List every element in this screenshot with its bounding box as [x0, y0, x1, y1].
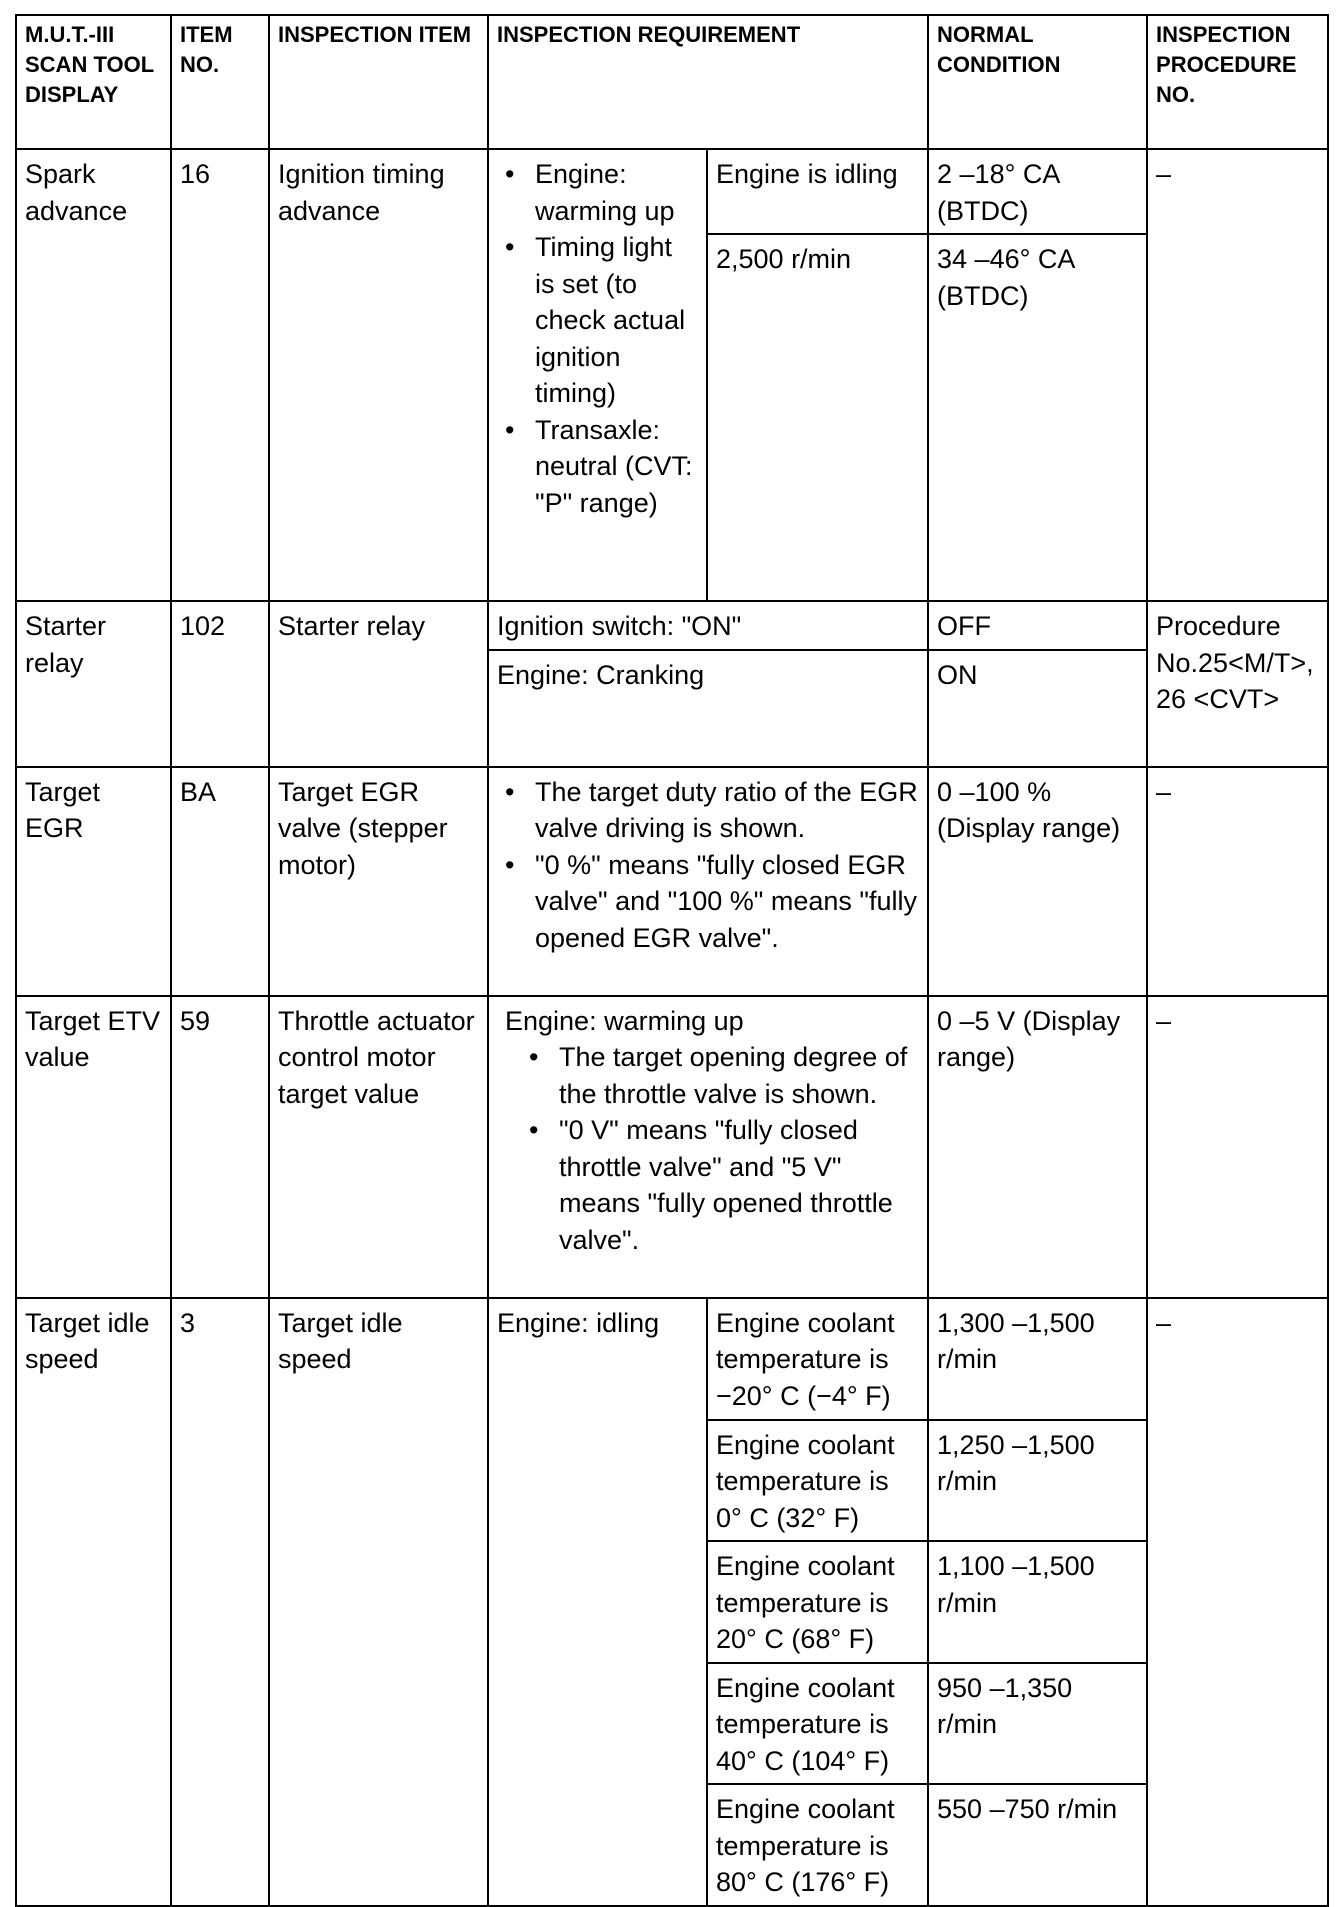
cell-inspection-item: Ignition timing advance — [269, 149, 488, 601]
table-row-starter-relay — [16, 601, 1328, 650]
list-item: • Transaxle: neutral (CVT: "P" range) — [535, 412, 698, 522]
cell-condition: Engine: idling — [488, 1298, 707, 1906]
table-row-target-idle-speed — [16, 1298, 1328, 1420]
cell-normal-condition: 0 –5 V (Display range) — [928, 996, 1147, 1298]
cell-requirement — [488, 767, 928, 996]
cell-requirement: Engine: Cranking — [488, 650, 928, 767]
list-item: • "0 %" means "fully closed EGR valve" and "100 %" means "fully opened EGR valve". — [535, 847, 919, 957]
cell-normal-condition: 2 –18° CA (BTDC) — [928, 149, 1147, 234]
cell-sub-requirement: Engine coolant temperature is 80° C (176° F) — [707, 1784, 928, 1906]
list-item: • Timing light is set (to check actual ignition timing) — [535, 229, 698, 412]
cell-inspection-item: Target idle speed — [269, 1298, 488, 1906]
cell-normal-condition: 1,250 –1,500 r/min — [928, 1420, 1147, 1542]
cell-display: Starter relay — [16, 601, 171, 767]
cell-requirement: Ignition switch: "ON" — [488, 601, 928, 650]
cell-procedure: Procedure No.25<M/T>, 26 <CVT> — [1147, 601, 1328, 767]
header-inspection-requirement: INSPECTION REQUIREMENT — [488, 15, 928, 149]
cell-inspection-item: Throttle actuator control motor target value — [269, 996, 488, 1298]
cell-display: Target EGR — [16, 767, 171, 996]
cell-normal-condition: 550 –750 r/min — [928, 1784, 1147, 1906]
cell-procedure: – — [1147, 767, 1328, 996]
header-item-no: ITEM NO. — [171, 15, 269, 149]
header-row — [16, 15, 1328, 149]
cell-normal-condition: OFF — [928, 601, 1147, 650]
condition-list — [497, 156, 698, 521]
cell-item-no: 16 — [171, 149, 269, 601]
data-list-page — [15, 14, 1327, 1897]
cell-display: Target idle speed — [16, 1298, 171, 1906]
cell-procedure: – — [1147, 1298, 1328, 1906]
cell-sub-requirement: Engine is idling — [707, 149, 928, 234]
list-item: • The target opening degree of the throttle valve is shown. — [559, 1039, 919, 1112]
cell-normal-condition: 0 –100 % (Display range) — [928, 767, 1147, 996]
cell-inspection-item: Starter relay — [269, 601, 488, 767]
table-row-spark-advance — [16, 149, 1328, 234]
cell-normal-condition: 1,300 –1,500 r/min — [928, 1298, 1147, 1420]
header-normal-condition: NORMAL CONDITION — [928, 15, 1147, 149]
cell-item-no: 59 — [171, 996, 269, 1298]
cell-sub-requirement: Engine coolant temperature is 40° C (104° F) — [707, 1663, 928, 1785]
cell-normal-condition: 1,100 –1,500 r/min — [928, 1541, 1147, 1663]
requirement-list — [497, 1039, 919, 1258]
cell-item-no: BA — [171, 767, 269, 996]
cell-item-no: 3 — [171, 1298, 269, 1906]
cell-sub-requirement: Engine coolant temperature is 20° C (68° F) — [707, 1541, 928, 1663]
cell-sub-requirement: Engine coolant temperature is −20° C (−4° F) — [707, 1298, 928, 1420]
cell-sub-requirement: 2,500 r/min — [707, 234, 928, 601]
cell-requirement — [488, 996, 928, 1298]
cell-procedure: – — [1147, 149, 1328, 601]
cell-normal-condition: 950 –1,350 r/min — [928, 1663, 1147, 1785]
list-item: • The target duty ratio of the EGR valve driving is shown. — [535, 774, 919, 847]
cell-display: Spark advance — [16, 149, 171, 601]
list-item: • Engine: warming up — [535, 156, 698, 229]
header-inspection-item: INSPECTION ITEM — [269, 15, 488, 149]
list-item: • "0 V" means "fully closed throttle valve" and "5 V" means "fully opened throttle valve". — [559, 1112, 919, 1258]
inspection-table — [15, 14, 1329, 1907]
header-display: M.U.T.-III SCAN TOOL DISPLAY — [16, 15, 171, 149]
cell-conditions — [488, 149, 707, 601]
cell-display: Target ETV value — [16, 996, 171, 1298]
cell-sub-requirement: Engine coolant temperature is 0° C (32° F) — [707, 1420, 928, 1542]
table-row-target-etv — [16, 996, 1328, 1298]
cell-item-no: 102 — [171, 601, 269, 767]
requirement-list — [497, 774, 919, 957]
cell-inspection-item: Target EGR valve (stepper motor) — [269, 767, 488, 996]
requirement-intro: Engine: warming up — [505, 1005, 744, 1036]
cell-normal-condition: 34 –46° CA (BTDC) — [928, 234, 1147, 601]
header-procedure-no: INSPECTION PROCEDURE NO. — [1147, 15, 1328, 149]
table-row-target-egr — [16, 767, 1328, 996]
cell-procedure: – — [1147, 996, 1328, 1298]
cell-normal-condition: ON — [928, 650, 1147, 767]
